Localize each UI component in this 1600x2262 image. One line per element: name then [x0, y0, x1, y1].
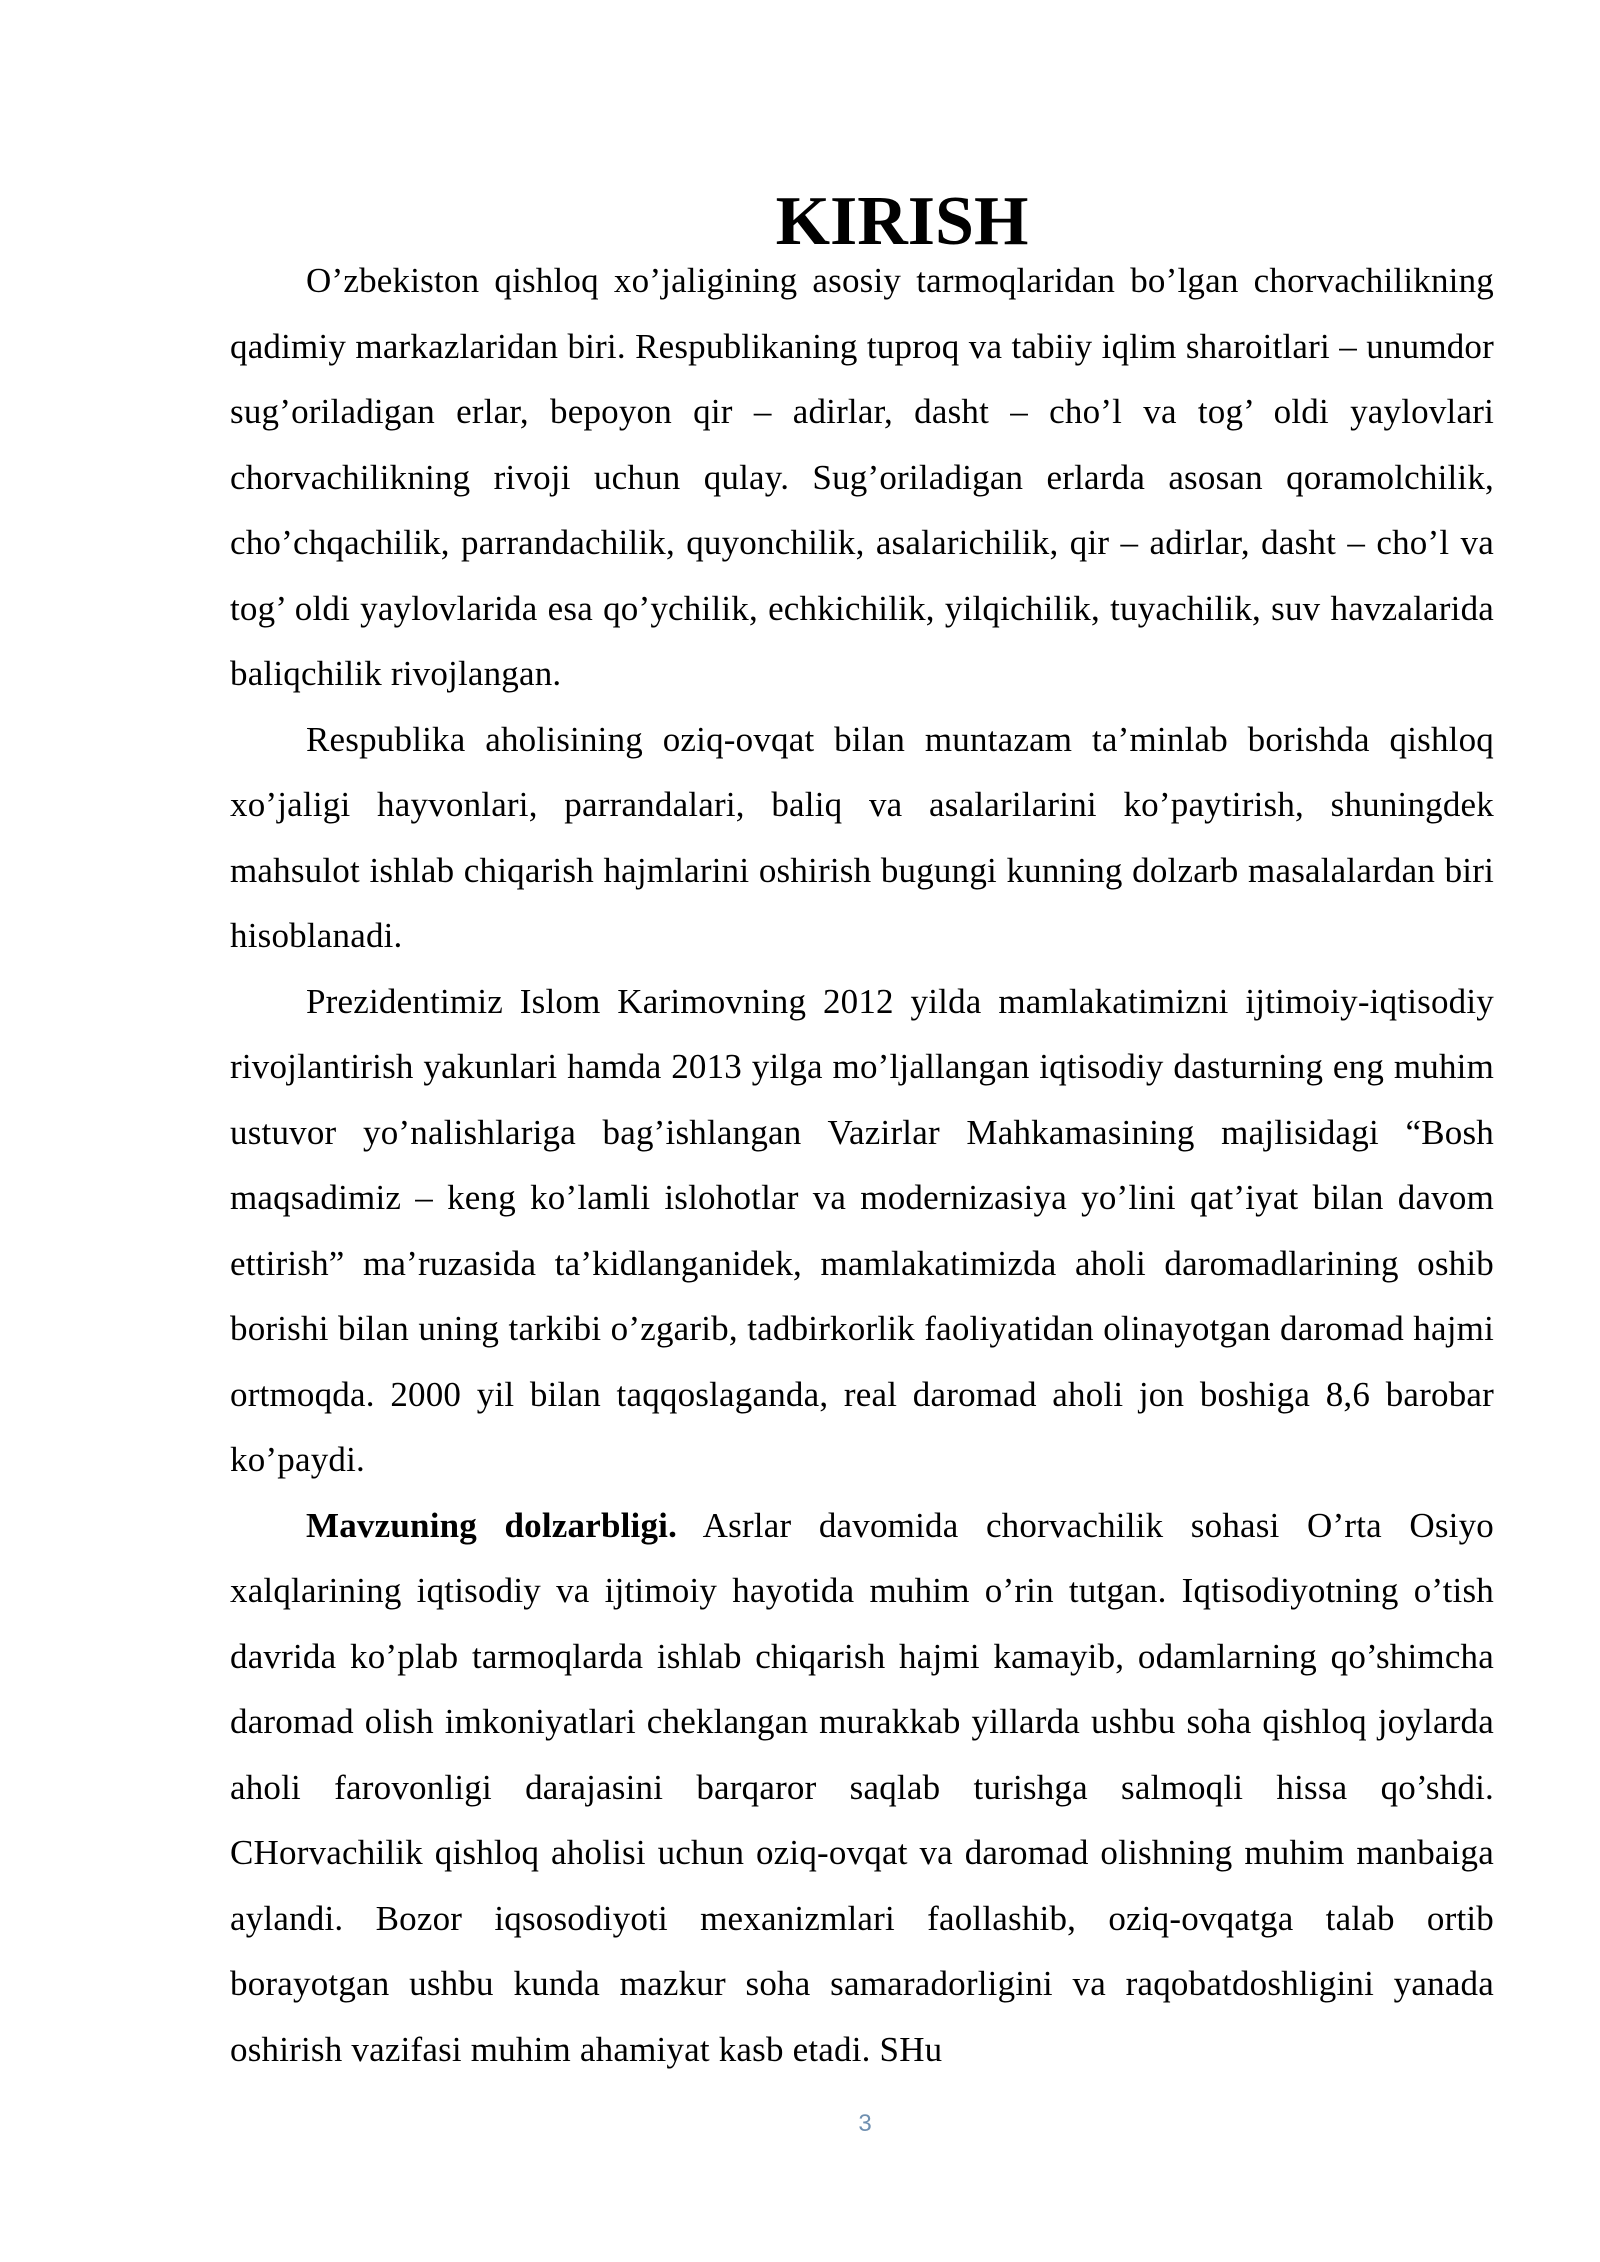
paragraph-lead-bold: Mavzuning dolzarbligi.	[306, 1505, 678, 1545]
paragraph-text: Respublika aholisining oziq-ovqat bilan muntazam ta’minlab borishda qishloq xo’jaligi hayvonlari, parrandalari, baliq va asalarilarini ko’paytirish, shuningdek mahsulot ishlab chiqarish hajmlarini oshirish bugungi kunning dolzarb masalalardan biri hisoblanadi.	[230, 719, 1494, 955]
paragraph-relevance	[230, 1493, 1494, 2083]
paragraph-text: O’zbekiston qishloq xo’jaligining asosiy tarmoqlaridan bo’lgan chorvachilikning qadimiy markazlaridan biri. Respublikaning tuproq va tabiiy iqlim sharoitlari – unumdor sug’oriladigan erlar, bepoyon qir – adirlar, dasht – cho’l va tog’ oldi yaylovlari chorvachilikning rivoji uchun qulay. Sug’oriladigan erlarda asosan qoramolchilik, cho’chqachilik, parrandachilik, quyonchilik, asalarichilik, qir – adirlar, dasht – cho’l va tog’ oldi yaylovlarida esa qo’ychilik, echkichilik, yilqichilik, tuyachilik, suv havzalarida baliqchilik rivojlangan.	[230, 261, 1494, 693]
paragraph-intro	[230, 248, 1494, 707]
section-heading: KIRISH	[775, 183, 1029, 260]
paragraph-text: Prezidentimiz Islom Karimovning 2012 yilda mamlakatimizni ijtimoiy-iqtisodiy rivojlantirish yakunlari hamda 2013 yilga mo’ljallangan iqtisodiy dasturning eng muhim ustuvor yo’nalishlariga bag’ishlangan Vazirlar Mahkamasining majlisidagi “Bosh maqsadimiz – keng ko’lamli islohotlar va modernizasiya yo’lini qat’iyat bilan davom ettirish” ma’ruzasida ta’kidlanganidek, mamlakatimizda aholi daromadlarining oshib borishi bilan uning tarkibi o’zgarib, tadbirkorlik faoliyatidan olinayotgan daromad hajmi ortmoqda. 2000 yil bilan taqqoslaganda, real daromad aholi jon boshiga 8,6 barobar ko’paydi.	[230, 981, 1494, 1479]
paragraph-president	[230, 969, 1494, 1493]
paragraph-text: Asrlar davomida chorvachilik sohasi O’rta Osiyo xalqlarining iqtisodiy va ijtimoiy hayotida muhim o’rin tutgan. Iqtisodiyotning o’tish davrida ko’plab tarmoqlarda ishlab chiqarish hajmi kamayib, odamlarning qo’shimcha daromad olish imkoniyatlari cheklangan murakkab yillarda ushbu soha qishloq joylarda aholi farovonligi darajasini barqaror saqlab turishga salmoqli hissa qo’shdi. CHorvachilik qishloq aholisi uchun oziq-ovqat va daromad olishning muhim manbaiga aylandi. Bozor iqsosodiyoti mexanizmlari faollashib, oziq-ovqatga talab ortib borayotgan ushbu kunda mazkur soha samaradorligini va raqobatdoshligini yanada oshirish vazifasi muhim ahamiyat kasb etadi. SHu	[230, 1505, 1494, 2069]
page-body	[230, 183, 1494, 2082]
paragraph-food-supply	[230, 707, 1494, 969]
page-number: 3	[858, 2110, 872, 2137]
